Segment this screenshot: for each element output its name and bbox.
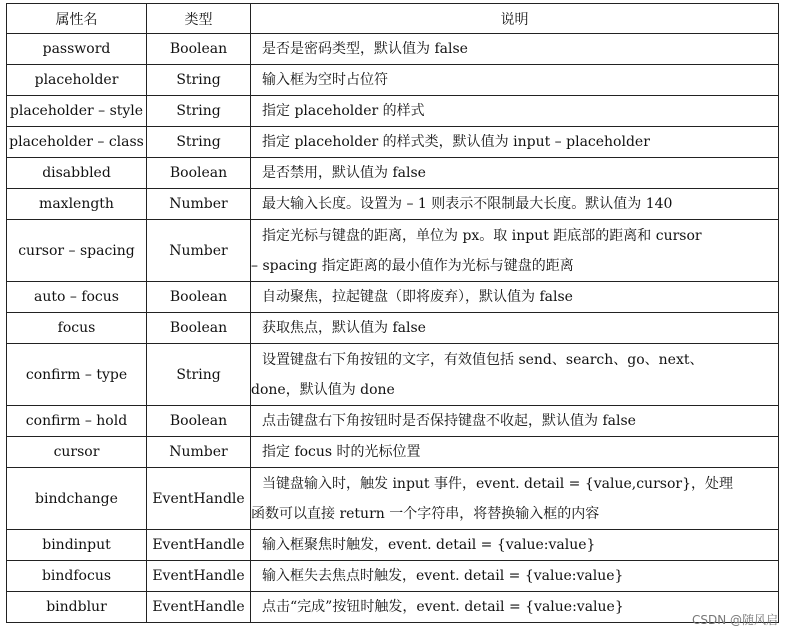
description-line: 指定光标与键盘的距离，单位为 px。取 input 距底部的距离和 cursor <box>262 227 702 244</box>
description-line: done，默认值为 done <box>251 381 395 398</box>
table-row <box>7 189 779 220</box>
table-row <box>7 158 779 189</box>
table-row <box>7 282 779 313</box>
table-row <box>7 127 779 158</box>
cell-attribute-name: placeholder <box>7 65 147 96</box>
table-header <box>7 4 779 34</box>
cell-type: Boolean <box>147 282 251 313</box>
table-row <box>7 561 779 592</box>
table-row <box>7 96 779 127</box>
description-line: 设置键盘右下角按钮的文字，有效值包括 send、search、go、next、 <box>262 351 704 368</box>
description-line: 指定 placeholder 的样式类，默认值为 input – placeholder <box>262 134 650 150</box>
cell-description <box>251 468 779 530</box>
description-line: 函数可以直接 return 一个字符串，将替换输入框的内容 <box>251 505 600 522</box>
description-line: 输入框聚焦时触发，event. detail = {value:value} <box>262 537 596 553</box>
cell-description <box>251 96 779 127</box>
cell-description <box>251 561 779 592</box>
table-row <box>7 344 779 406</box>
cell-attribute-name: bindinput <box>7 530 147 561</box>
cell-type: EventHandle <box>147 468 251 530</box>
table-row <box>7 530 779 561</box>
cell-attribute-name: bindchange <box>7 468 147 530</box>
cell-description <box>251 158 779 189</box>
cell-description <box>251 34 779 65</box>
cell-attribute-name: password <box>7 34 147 65</box>
cell-description <box>251 189 779 220</box>
cell-attribute-name: bindblur <box>7 592 147 623</box>
cell-description <box>251 406 779 437</box>
description-line: – spacing 指定距离的最小值作为光标与键盘的距离 <box>251 257 574 274</box>
description-line: 最大输入长度。设置为 – 1 则表示不限制最大长度。默认值为 140 <box>262 196 673 212</box>
cell-type: String <box>147 127 251 158</box>
watermark: CSDN @随风启 <box>691 613 778 627</box>
description-line: 是否禁用，默认值为 false <box>262 165 426 181</box>
table-row <box>7 406 779 437</box>
cell-attribute-name: placeholder – style <box>7 96 147 127</box>
cell-attribute-name: auto – focus <box>7 282 147 313</box>
cell-type: EventHandle <box>147 561 251 592</box>
cell-type: Boolean <box>147 406 251 437</box>
cell-description <box>251 437 779 468</box>
cell-type: String <box>147 96 251 127</box>
table-row <box>7 65 779 96</box>
cell-description <box>251 344 779 406</box>
cell-attribute-name: focus <box>7 313 147 344</box>
cell-type: Number <box>147 437 251 468</box>
description-line: 当键盘输入时，触发 input 事件，event. detail = {value,cursor}，处理 <box>262 475 733 492</box>
cell-attribute-name: bindfocus <box>7 561 147 592</box>
cell-attribute-name: confirm – type <box>7 344 147 406</box>
table-row <box>7 313 779 344</box>
cell-type: EventHandle <box>147 530 251 561</box>
cell-description <box>251 313 779 344</box>
cell-attribute-name: maxlength <box>7 189 147 220</box>
description-line: 输入框失去焦点时触发，event. detail = {value:value} <box>262 568 624 584</box>
cell-description <box>251 282 779 313</box>
cell-type: Number <box>147 220 251 282</box>
cell-type: String <box>147 65 251 96</box>
cell-type: Boolean <box>147 158 251 189</box>
cell-attribute-name: cursor – spacing <box>7 220 147 282</box>
description-line: 自动聚焦，拉起键盘（即将废弃），默认值为 false <box>262 289 573 305</box>
cell-description <box>251 65 779 96</box>
cell-type: Boolean <box>147 313 251 344</box>
header-attribute-name: 属性名 <box>7 4 147 34</box>
cell-type: Boolean <box>147 34 251 65</box>
cell-description <box>251 530 779 561</box>
header-type: 类型 <box>147 4 251 34</box>
cell-attribute-name: placeholder – class <box>7 127 147 158</box>
description-line: 点击“完成”按钮时触发，event. detail = {value:value} <box>262 599 624 615</box>
cell-type: Number <box>147 189 251 220</box>
description-line: 获取焦点，默认值为 false <box>262 320 426 336</box>
header-description: 说明 <box>251 4 779 34</box>
cell-type: EventHandle <box>147 592 251 623</box>
cell-attribute-name: disabbled <box>7 158 147 189</box>
description-line: 点击键盘右下角按钮时是否保持键盘不收起，默认值为 false <box>262 413 636 429</box>
description-line: 是否是密码类型，默认值为 false <box>262 41 468 57</box>
table-body <box>7 34 779 623</box>
description-line: 指定 placeholder 的样式 <box>262 103 425 119</box>
cell-description <box>251 220 779 282</box>
cell-description <box>251 127 779 158</box>
table-row <box>7 468 779 530</box>
cell-type: String <box>147 344 251 406</box>
table-row <box>7 437 779 468</box>
table-row <box>7 592 779 623</box>
cell-attribute-name: confirm – hold <box>7 406 147 437</box>
table-row <box>7 220 779 282</box>
header-row <box>7 4 779 34</box>
properties-table <box>6 3 779 623</box>
table-row <box>7 34 779 65</box>
description-line: 指定 focus 时的光标位置 <box>262 444 421 460</box>
cell-attribute-name: cursor <box>7 437 147 468</box>
description-line: 输入框为空时占位符 <box>262 72 388 88</box>
